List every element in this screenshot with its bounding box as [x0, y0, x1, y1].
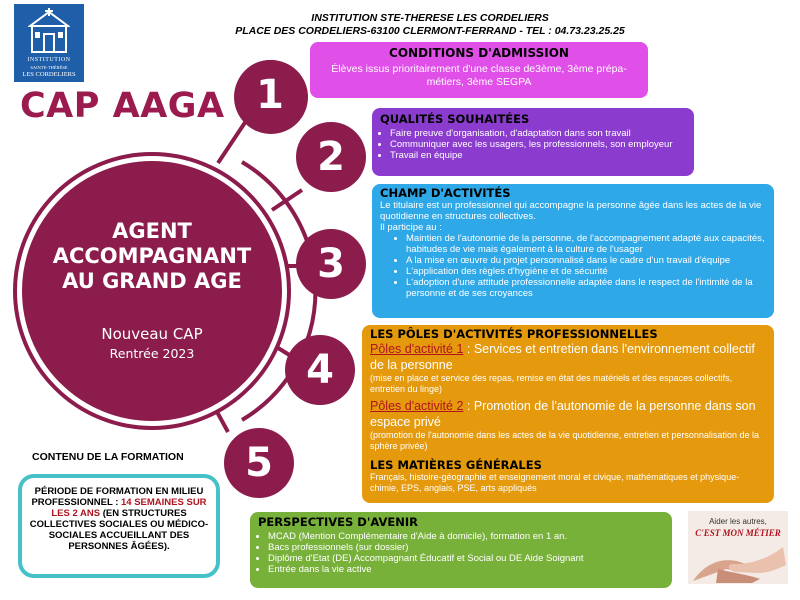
heading-line-1: AGENT — [112, 219, 192, 243]
champ-intro: Le titulaire est un professionnel qui accompagne la personne âgée dans les actes de la vie quotidienne en structures collectives. — [380, 200, 762, 222]
heading-line-3: AU GRAND AGE — [62, 269, 242, 293]
number-circle-1: 1 — [235, 60, 305, 130]
list-item: • MCAD (Mention Complémentaire d'Aide à domicile), formation en 1 an. — [268, 531, 664, 542]
main-circle-subtitle: Nouveau CAP — [101, 325, 203, 343]
heading-line-2: ACCOMPAGNANT — [52, 244, 252, 268]
conditions-box — [310, 42, 648, 98]
connector-1 — [218, 121, 246, 163]
pole-2 — [370, 398, 766, 430]
pole-2-text: : Promotion de l'autonomie de la personne dans son espace privé — [370, 399, 756, 429]
champ-participe: Il participe au : — [380, 222, 442, 233]
conditions-text: Élèves issus prioritairement d'une classe de3ème, 3ème prépa-métiers, 3ème SEGPA — [331, 63, 627, 88]
list-item: • L'adoption d'une attitude professionnelle adaptée dans le respect de l'intimité de la personne et de ses croyances — [406, 277, 766, 299]
logo-line-1: INSTITUTION — [27, 57, 71, 63]
list-item: • Travail en équipe — [390, 150, 686, 161]
main-circle-year: Rentrée 2023 — [109, 346, 195, 361]
number-circle-5: 5 — [224, 428, 294, 498]
number-circle-2: 2 — [296, 122, 366, 192]
contenu-box — [18, 474, 220, 578]
qualites-box — [372, 108, 694, 176]
hands-photo — [688, 511, 788, 584]
header-line-2: PLACE DES CORDELIERS-63100 CLERMONT-FERRAND - TEL : 04.73.23.25.25 — [235, 25, 625, 37]
contenu-text-2: (EN STRUCTURES COLLECTIVES SOCIALES OU MÉDICO-SOCIALES ACCUEILLANT DES PERSONNES ÂGÉES). — [29, 508, 209, 552]
contenu-title: CONTENU DE LA FORMATION — [32, 451, 184, 463]
school-logo — [14, 4, 84, 82]
list-item: • A la mise en œuvre du projet personnalisé dans le cadre d'un travail d'équipe — [406, 255, 766, 266]
main-circle-heading — [22, 219, 282, 294]
number-circle-4: 4 — [285, 335, 355, 405]
photo-caption-2: C'EST MON MÉTIER — [695, 528, 781, 538]
contenu-text-1: PÉRIODE DE FORMATION EN MILIEU PROFESSIONNEL : — [31, 486, 204, 508]
contenu-highlight: 14 SEMAINES SUR LES 2 ANS — [51, 497, 207, 519]
list-item: • L'application des règles d'hygiène et de sécurité — [406, 266, 766, 277]
holding-hands-icon — [688, 539, 788, 584]
pole-2-label: Pôles d'activité 2 — [370, 399, 464, 413]
matieres-title: LES MATIÈRES GÉNÉRALES — [370, 458, 542, 472]
perspectives-list — [258, 531, 664, 575]
main-circle — [17, 156, 287, 426]
poles-box — [362, 325, 774, 503]
connector-5 — [216, 410, 228, 432]
pole-1-label: Pôles d'activité 1 — [370, 342, 464, 356]
list-item: • Faire preuve d'organisation, d'adaptation dans son travail — [390, 128, 686, 139]
header-line-1: INSTITUTION STE-THERESE LES CORDELIERS — [311, 12, 549, 24]
school-header — [200, 12, 660, 38]
conditions-title: CONDITIONS D'ADMISSION — [389, 46, 569, 60]
list-item: • Maintien de l'autonomie de la personne, de l'accompagnement adapté aux capacités, habitudes de vie mais également à la culture de l'usager — [406, 233, 766, 255]
page-title: CAP AAGA — [20, 86, 225, 126]
champ-list — [380, 233, 766, 299]
list-item: • Diplôme d'Etat (DE) Accompagnant Éducatif et Social ou DE Aide Soignant — [268, 553, 664, 564]
pole-1-detail: (mise en place et service des repas, remise en état des matériels et des espaces collectifs, entretien du linge) — [370, 373, 733, 394]
qualites-title: QUALITÉS SOUHAITÉES — [380, 112, 530, 126]
logo-line-3: LES CORDELIERS — [22, 71, 76, 78]
qualites-list — [380, 128, 686, 161]
building-icon — [28, 8, 70, 54]
list-item: • Entrée dans la vie active — [268, 564, 664, 575]
list-item: • Bacs professionnels (sur dossier) — [268, 542, 664, 553]
number-circle-3: 3 — [296, 229, 366, 299]
pole-2-detail: (promotion de l'autonomie dans les actes de la vie quotidienne, entretien et personnalisation de la sphère privée) — [370, 430, 759, 451]
photo-caption-1: Aider les autres, — [709, 517, 767, 526]
champ-title: CHAMP D'ACTIVITÉS — [380, 186, 511, 200]
matieres-text: Français, histoire-géographie et enseignement moral et civique, mathématiques et physique-chimie, EPS, anglais, PSE, arts appliqués — [370, 472, 740, 493]
list-item: • Communiquer avec les usagers, les professionnels, son employeur — [390, 139, 686, 150]
champ-box — [372, 184, 774, 318]
perspectives-box — [250, 512, 672, 588]
pole-1-text: : Services et entretien dans l'environnement collectif de la personne — [370, 342, 755, 372]
contenu-text — [28, 486, 210, 552]
pole-1 — [370, 341, 766, 373]
poles-title: LES PÔLES D'ACTIVITÉS PROFESSIONNELLES — [370, 327, 658, 341]
logo-line-2: SAINTE-THÉRÈSE — [30, 65, 68, 70]
perspectives-title: PERSPECTIVES D'AVENIR — [258, 515, 419, 529]
